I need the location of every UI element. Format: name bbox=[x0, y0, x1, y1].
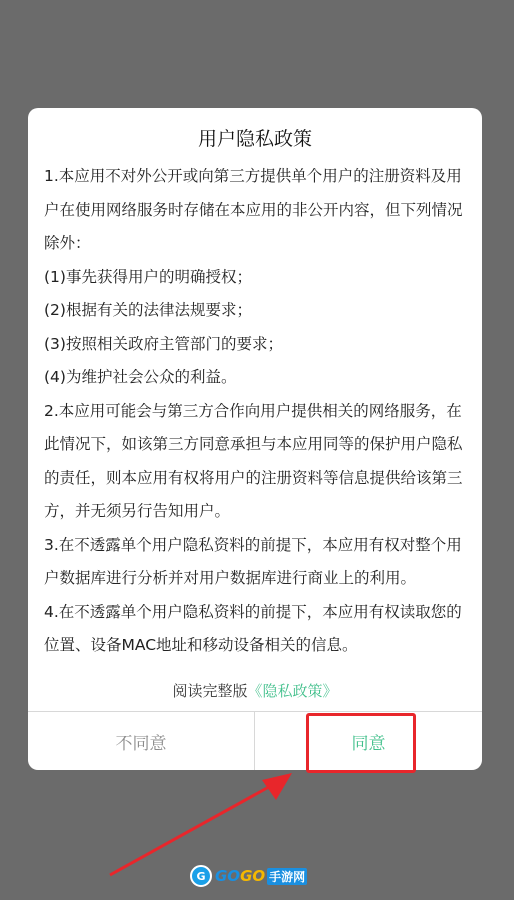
policy-paragraph: 1.本应用不对外公开或向第三方提供单个用户的注册资料及用户在使用网络服务时存储在本应用的非公开内容，但下列情况除外： bbox=[44, 167, 463, 252]
watermark-brand-part1: GO bbox=[215, 867, 241, 885]
watermark-brand bbox=[215, 867, 265, 885]
watermark-brand-part2: GO bbox=[240, 867, 266, 885]
policy-paragraph: 3.在不透露单个用户隐私资料的前提下，本应用有权对整个用户数据库进行分析并对用户数据库进行商业上的利用。 bbox=[44, 535, 462, 587]
policy-paragraph: (4)为维护社会公众的利益。 bbox=[44, 368, 237, 386]
policy-paragraph: 2.本应用可能会与第三方合作向用户提供相关的网络服务，在此情况下，如该第三方同意承担与本应用同等的保护用户隐私的责任，则本应用有权将用户的注册资料等信息提供给该第三方，并无须另行告知用户。 bbox=[44, 401, 463, 520]
read-more-prefix: 阅读完整版 bbox=[172, 682, 248, 700]
gogo-logo-icon: G bbox=[190, 865, 212, 887]
watermark-cn-text: 手游网 bbox=[269, 869, 306, 884]
policy-paragraph: (3)按照相关政府主管部门的要求； bbox=[44, 334, 283, 353]
agree-button[interactable]: 同意 bbox=[351, 733, 386, 754]
dialog-title: 用户隐私政策 bbox=[197, 128, 312, 150]
policy-paragraph: (1)事先获得用户的明确授权； bbox=[44, 267, 252, 286]
privacy-policy-link[interactable]: 《隐私政策》 bbox=[247, 682, 338, 700]
policy-paragraph: 4.在不透露单个用户隐私资料的前提下，本应用有权读取您的位置、设备MAC地址和移动设备相关的信息。 bbox=[44, 602, 462, 654]
watermark-logo bbox=[190, 862, 307, 890]
policy-paragraph: (2)根据有关的法律法规要求； bbox=[44, 301, 252, 319]
disagree-button[interactable]: 不同意 bbox=[28, 712, 255, 770]
